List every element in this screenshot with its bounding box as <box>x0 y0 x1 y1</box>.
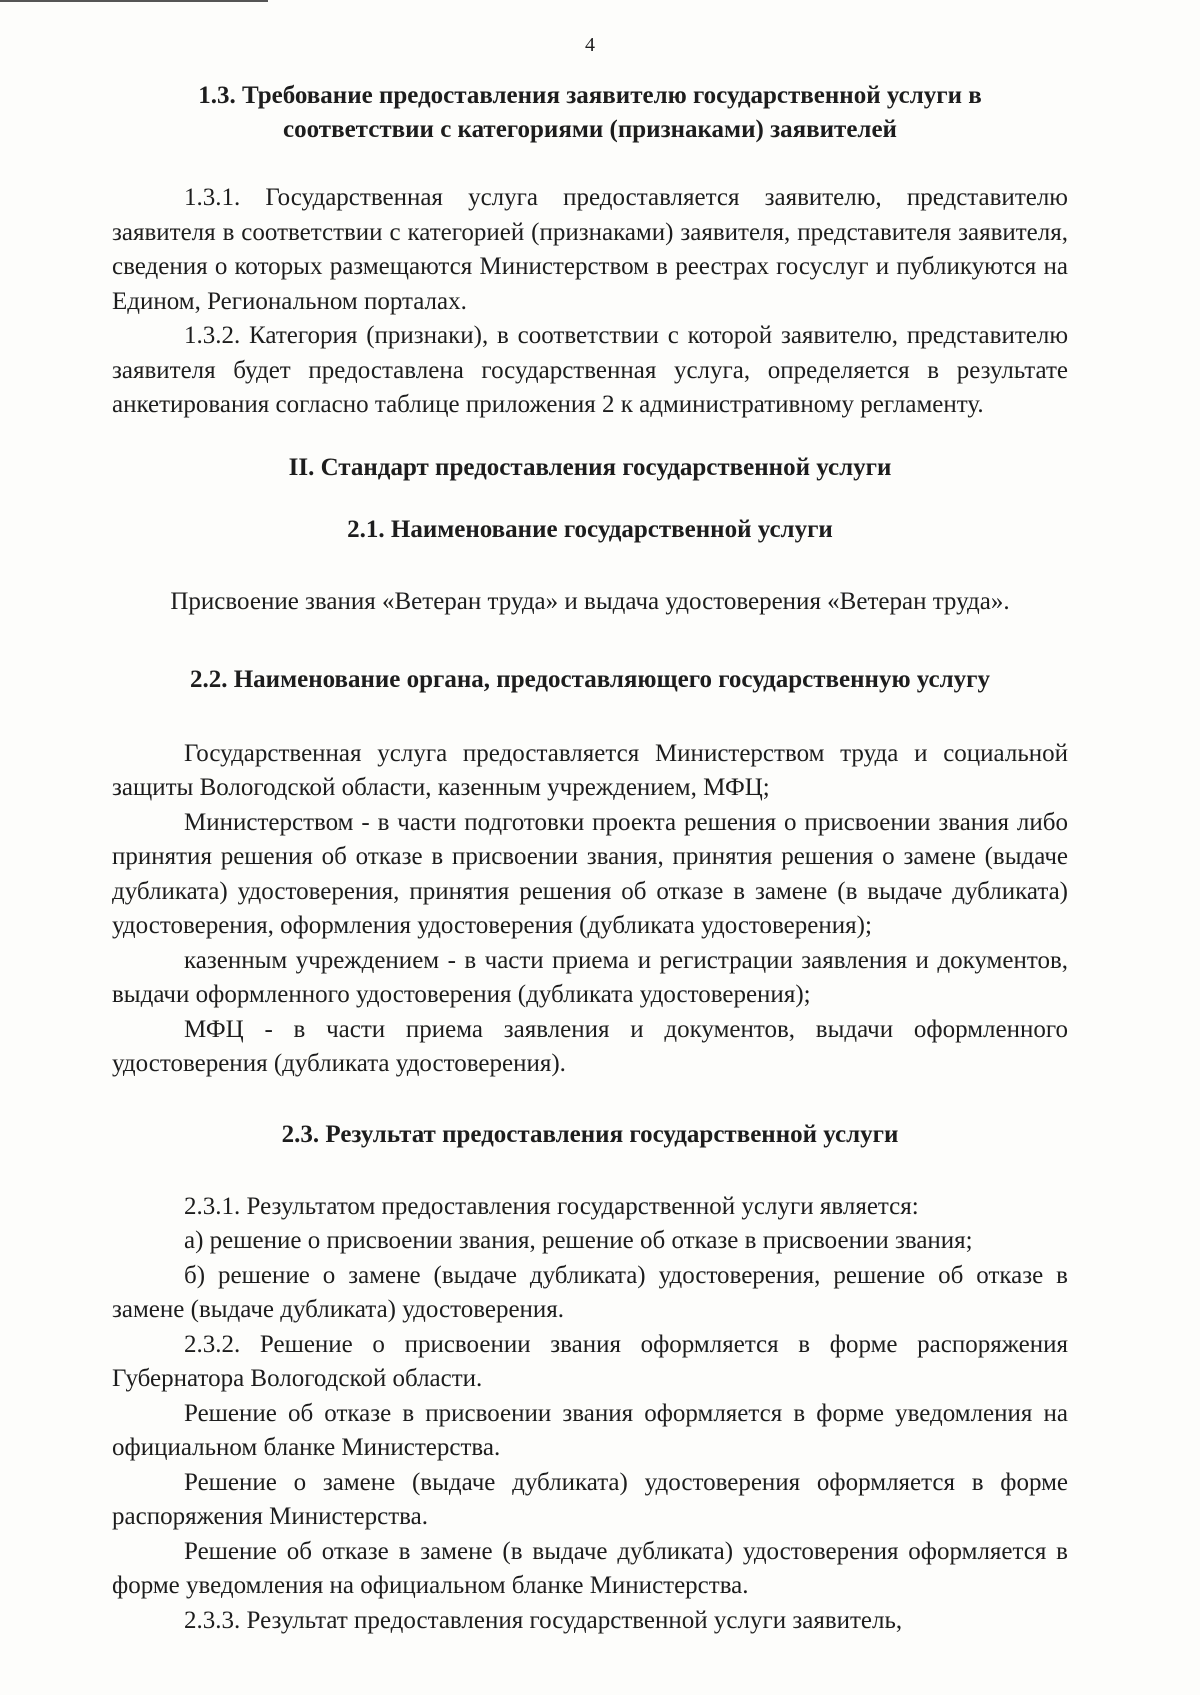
page-number: 4 <box>585 34 595 56</box>
scan-edge-line <box>0 0 268 2</box>
section-2-2-heading: 2.2. Наименование органа, предоставляющего государственную услугу <box>189 665 991 693</box>
paragraph-2-2-2: Министерством - в части подготовки проекта решения о присвоении звания либо принятия решения об отказе в присвоении звания, принятия решения о замене (выдаче дубликата) удостоверения, принятия решения об отказе в замене (в выдаче дубликата) удостоверения, оформления удостоверения (дубликата удостоверения); <box>112 808 1068 939</box>
paragraph-2-3-1-a: а) решение о присвоении звания, решение об отказе в присвоении звания; <box>184 1227 973 1254</box>
paragraph-2-3-3: 2.3.3. Результат предоставления государственной услуги заявитель, <box>184 1606 903 1634</box>
section-1-3-heading: 1.3. Требование предоставления заявителю государственной услуги в соответствии с категориями (признаками) заявителей <box>198 82 982 143</box>
paragraph-2-2-1: Государственная услуга предоставляется Министерством труда и социальной защиты Вологодской области, казенным учреждением, МФЦ; <box>112 739 1068 801</box>
paragraph-2-3-2: 2.3.2. Решение о присвоении звания оформляется в форме распоряжения Губернатора Вологодской области. <box>112 1330 1068 1392</box>
paragraph-2-3-1-b: б) решение о замене (выдаче дубликата) удостоверения, решение об отказе в замене (выдаче дубликата) удостоверения. <box>112 1261 1068 1323</box>
section-2-1-heading: 2.1. Наименование государственной услуги <box>347 515 833 543</box>
paragraph-2-3-2-replacement: Решение о замене (выдаче дубликата) удостоверения оформляется в форме распоряжения Министерства. <box>112 1468 1068 1530</box>
section-2-3-heading: 2.3. Результат предоставления государственной услуги <box>281 1120 899 1148</box>
paragraph-2-3-2-refusal: Решение об отказе в присвоении звания оформляется в форме уведомления на официальном бланке Министерства. <box>112 1399 1068 1461</box>
paragraph-2-3-1: 2.3.1. Результатом предоставления государственной услуги является: <box>184 1192 919 1220</box>
paragraph-2-2-4: МФЦ - в части приема заявления и документов, выдачи оформленного удостоверения (дубликата удостоверения). <box>112 1015 1068 1077</box>
section-2-heading: II. Стандарт предоставления государственной услуги <box>288 453 892 481</box>
paragraph-2-2-3: казенным учреждением - в части приема и регистрации заявления и документов, выдачи оформленного удостоверения (дубликата удостоверения); <box>112 946 1068 1008</box>
paragraph-1-3-1: 1.3.1. Государственная услуга предоставляется заявителю, представителю заявителя в соответствии с категорией (признаками) заявителя, представителя заявителя, сведения о которых размещаются Министерством в реестрах госуслуг и публикуются на Едином, Региональном порталах. <box>112 184 1068 315</box>
paragraph-2-3-2-replacement-refusal: Решение об отказе в замене (в выдаче дубликата) удостоверения оформляется в форме уведомления на официальном бланке Министерства. <box>112 1537 1068 1599</box>
service-name-text: Присвоение звания «Ветеран труда» и выдача удостоверения «Ветеран труда». <box>170 587 1010 615</box>
paragraph-1-3-2: 1.3.2. Категория (признаки), в соответствии с которой заявителю, представителю заявителя будет предоставлена государственная услуга, определяется в результате анкетирования согласно таблице приложения 2 к административному регламенту. <box>112 322 1068 418</box>
